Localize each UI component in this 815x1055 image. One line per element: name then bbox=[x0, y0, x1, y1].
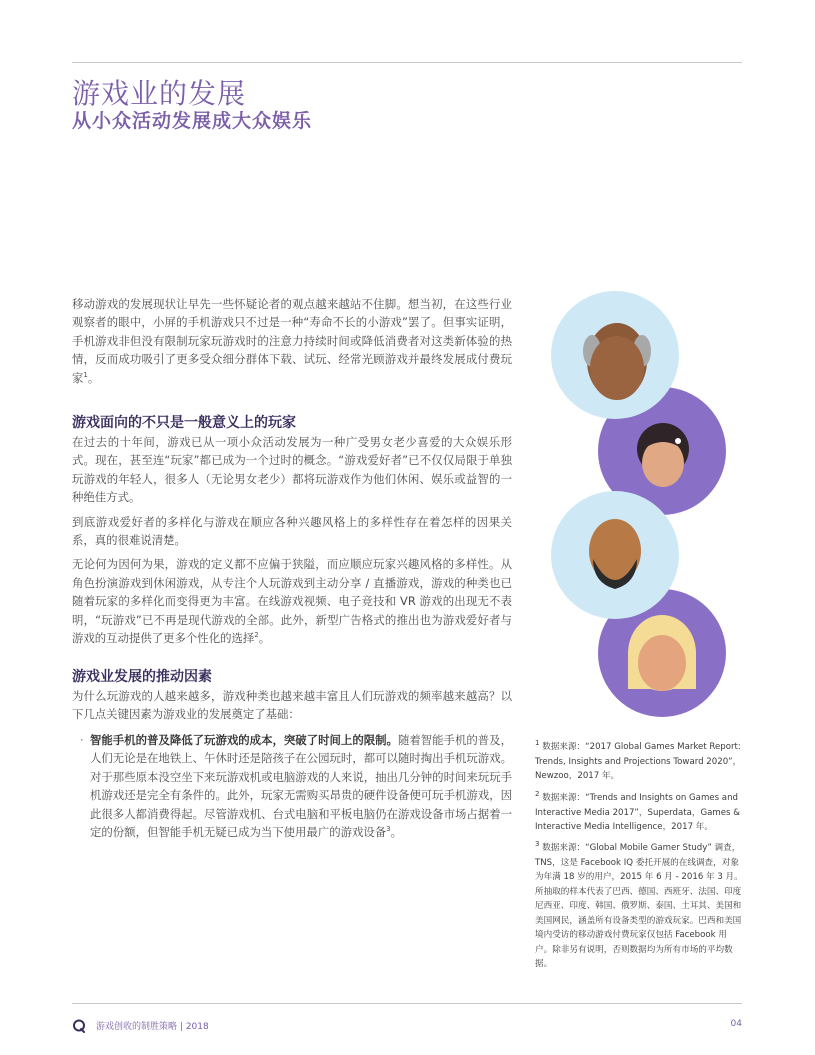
brand-logo-icon bbox=[72, 1019, 86, 1033]
footnote-1 bbox=[535, 740, 743, 784]
footnote-ref-3: 3 bbox=[386, 825, 391, 834]
footnote-num: 2 bbox=[535, 790, 540, 799]
page-subtitle: 从小众活动发展成大众娱乐 bbox=[72, 110, 313, 132]
intro-block bbox=[72, 295, 512, 387]
bullet-dot-icon: · bbox=[80, 733, 84, 747]
footnote-text: 数据来源：“2017 Global Games Market Report: Trends, Insights and Projections Toward 2020”，Newzoo，2017 年。 bbox=[535, 742, 742, 781]
top-rule bbox=[72, 62, 742, 63]
section2-paragraph-1: 为什么玩游戏的人越来越多，游戏种类也越来越丰富且人们玩游戏的频率越来越高？以下几点关键因素为游戏业的发展奠定了基础： bbox=[72, 689, 512, 722]
bullet-paragraph: 智能手机的普及降低了玩游戏的成本，突破了时间上的限制。随着智能手机的普及，人们无论是在地铁上、午休时还是陪孩子在公园玩时，都可以随时掏出手机玩游戏。对于那些原本没空坐下来玩游戏机或电脑游戏的人来说，抽出几分钟的时间来玩玩手机游戏还是完全有条件的。此外，玩家无需购买昂贵的硬件设备便可玩手机游戏，因此很多人都消费得起。尽管游戏机、台式电脑和平板电脑仍在游戏设备市场占据着一定的份额，但智能手机无疑已成为当下使用最广的游戏设备$^3$。 bbox=[90, 733, 512, 840]
section2-intro bbox=[72, 687, 512, 724]
footnote-3 bbox=[535, 841, 743, 972]
footnote-num: 3 bbox=[535, 840, 540, 849]
section1-paragraph-3: 无论何为因何为果，游戏的定义都不应偏于狭隘，而应顺应玩家兴趣风格的多样性。从角色扮演游戏到休闲游戏，从专注个人玩游戏到主动分享 / 直播游戏，游戏的种类也已随着玩家的多样化而变得更为丰富。在线游戏视频、电子竞技和 VR 游戏的出现无不表明，“玩游戏”已不再是现代游戏的全部。此外，新型广告格式的推出也为游戏爱好者与游戏的互动提供了更多个性化的选择$^2$。 bbox=[72, 557, 512, 646]
section1-paragraph-1: 在过去的十年间，游戏已从一项小众活动发展为一种广受男女老少喜爱的大众娱乐形式。现在，甚至连“玩家”都已成为一个过时的概念。“游戏爱好者”已不仅仅局限于单独玩游戏的年轻人，很多人（无论男女老少）都将玩游戏作为他们休闲、娱乐或益智的一种绝佳方式。 bbox=[72, 435, 512, 505]
page-title: 游戏业的发展 bbox=[72, 77, 247, 110]
section1-paragraph-2: 到底游戏爱好者的多样化与游戏在顺应各种兴趣风格上的多样性存在着怎样的因果关系，真的很难说清楚。 bbox=[72, 514, 512, 548]
bullet-bold-lead: 智能手机的普及降低了玩游戏的成本，突破了时间上的限制。 bbox=[90, 733, 398, 747]
footnote-2 bbox=[535, 791, 743, 835]
footnote-ref-2: 2 bbox=[254, 631, 259, 640]
footer-year: 2018 bbox=[185, 1022, 209, 1032]
footnote-text: 数据来源：“Global Mobile Gamer Study” 调查，TNS，这是 Facebook IQ 委托开展的在线调查，对象为年满 18 岁的用户，2015 年 6 月 - 2016 年 3 月。所抽取的样本代表了巴西、德国、西班牙、法国、印度尼西亚、印度、韩国、俄罗斯、泰国、土耳其、美国和美国网民，涵盖所有设备类型的游戏玩家。巴西和美国境内受访的移动游戏付费玩家仅包括 Facebook 用户。除非另有说明，否则数据均为所有市场的平均数据。 bbox=[535, 843, 743, 969]
players-illustration bbox=[548, 283, 748, 723]
blonde-woman-icon bbox=[628, 615, 696, 691]
section2-heading: 游戏业发展的推动因素 bbox=[72, 669, 212, 685]
intro-paragraph: 移动游戏的发展现状让早先一些怀疑论者的观点越来越站不住脚。想当初，在这些行业观察者的眼中，小屏的手机游戏只不过是一种“寿命不长的小游戏”罢了。但事实证明，手机游戏非但没有限制玩家玩游戏时的注意力持续时间或降低消费者对这类新体验的热情，反而成功吸引了更多受众细分群体下载、试玩、经常光顾游戏并最终发展成付费玩家$^1$。 bbox=[72, 297, 512, 385]
bullet-item bbox=[80, 731, 512, 841]
section1-body bbox=[72, 433, 512, 647]
bottom-rule bbox=[72, 1003, 742, 1004]
page-number: 04 bbox=[730, 1019, 742, 1029]
footnote-text: 数据来源：“Trends and Insights on Games and Interactive Media 2017”，Superdata，Games & Interactive Media Intelligence，2017 年。 bbox=[535, 793, 740, 832]
footnote-ref-1: 1 bbox=[83, 370, 88, 379]
section1-heading: 游戏面向的不只是一般意义上的玩家 bbox=[72, 415, 296, 431]
footnote-num: 1 bbox=[535, 739, 540, 748]
footer-label: 游戏创收的制胜策略 | 2018 bbox=[96, 1022, 209, 1032]
